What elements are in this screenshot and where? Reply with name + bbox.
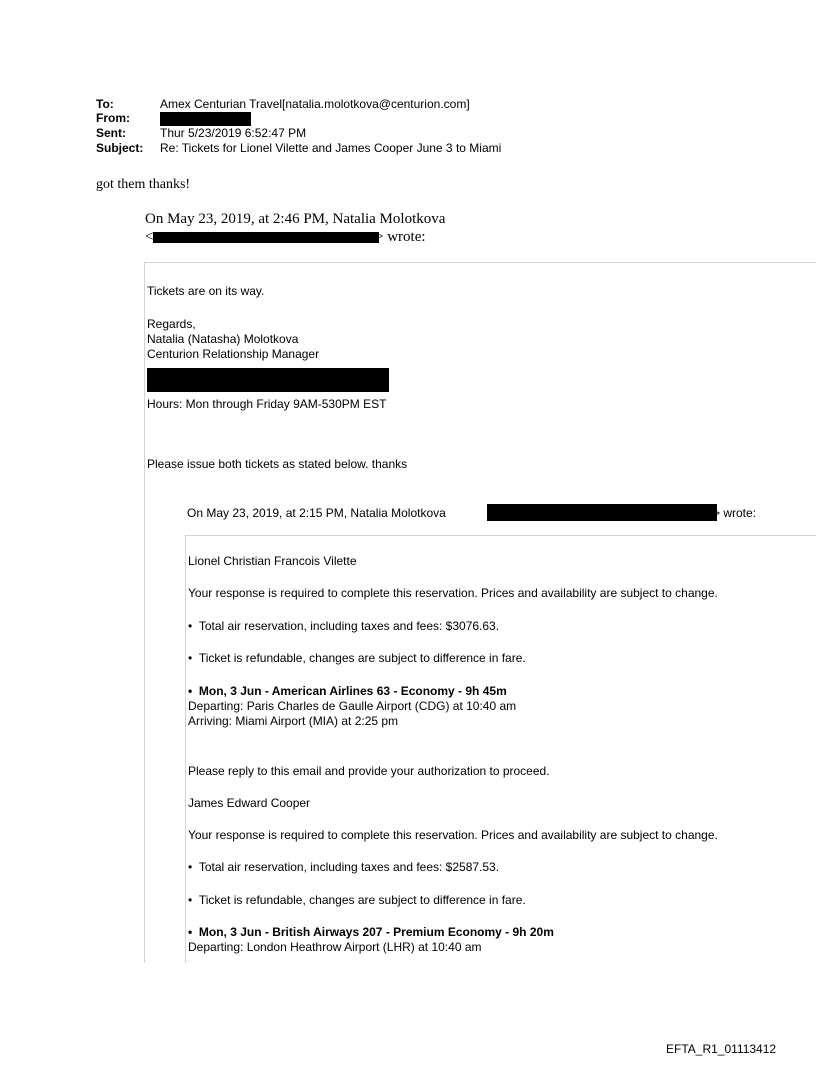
to-value: Amex Centurian Travel[natalia.molotkova@centurion.com] <box>160 97 470 111</box>
signature-name: Natalia (Natasha) Molotkova <box>147 332 299 346</box>
quote1-intro: On May 23, 2019, at 2:46 PM, Natalia Molotkova <box>145 211 446 227</box>
passenger2-refund-item <box>188 893 526 907</box>
passenger1-total-item <box>188 619 499 633</box>
sent-label: Sent: <box>96 126 126 140</box>
bullet: • <box>188 860 193 874</box>
bullet: • <box>188 893 193 907</box>
from-redaction <box>160 112 251 126</box>
signature-email-redaction <box>147 368 389 392</box>
email-redaction-1 <box>153 232 379 243</box>
sent-value: Thur 5/23/2019 6:52:47 PM <box>160 126 307 140</box>
passenger1-flight-item <box>188 684 507 698</box>
passenger2-name: James Edward Cooper <box>188 796 311 810</box>
passenger1-departing: Departing: Paris Charles de Gaulle Airport (CDG) at 10:40 am <box>188 699 517 713</box>
passenger1-total: Total air reservation, including taxes and fees: $3076.63. <box>198 619 500 633</box>
authorization-request: Please reply to this email and provide your authorization to proceed. <box>188 764 550 778</box>
quote2-intro: On May 23, 2019, at 2:15 PM, Natalia Molotkova <box>187 506 446 520</box>
bullet: • <box>188 619 193 633</box>
document-id: EFTA_R1_01113412 <box>666 1042 777 1056</box>
passenger2-total: Total air reservation, including taxes and fees: $2587.53. <box>198 860 500 874</box>
quote1-body: Tickets are on its way. <box>147 284 265 298</box>
to-label: To: <box>96 97 114 111</box>
subject-label: Subject: <box>96 141 144 155</box>
passenger1-refund: Ticket is refundable, changes are subject to difference in fare. <box>198 651 526 665</box>
subject-value: Re: Tickets for Lionel Vilette and James Cooper June 3 to Miami <box>160 141 502 155</box>
bullet: • <box>188 684 193 698</box>
reply-text: got them thanks! <box>96 177 191 192</box>
quote1-intro-end: > wrote: <box>375 229 426 245</box>
passenger2-departing: Departing: London Heathrow Airport (LHR) at 10:40 am <box>188 940 482 954</box>
passenger2-notice: Your response is required to complete this reservation. Prices and availability are subject to change. <box>188 828 718 842</box>
passenger2-total-item <box>188 860 499 874</box>
instruction-text: Please issue both tickets as stated below. thanks <box>147 457 408 471</box>
passenger2-flight-item <box>188 925 554 939</box>
passenger2-flight: Mon, 3 Jun - British Airways 207 - Premium Economy - 9h 20m <box>198 925 554 939</box>
passenger1-notice: Your response is required to complete this reservation. Prices and availability are subject to change. <box>188 586 718 600</box>
quote1-intro-start: < <box>145 229 154 245</box>
passenger1-arriving: Arriving: Miami Airport (MIA) at 2:25 pm <box>188 714 399 728</box>
from-label: From: <box>96 111 130 125</box>
email-redaction-2 <box>487 504 717 521</box>
signature-regards: Regards, <box>147 317 196 331</box>
quote2-intro-end: > wrote: <box>713 506 757 520</box>
signature-hours: Hours: Mon through Friday 9AM-530PM EST <box>147 397 387 411</box>
passenger2-refund: Ticket is refundable, changes are subject to difference in fare. <box>198 893 526 907</box>
passenger1-name: Lionel Christian Francois Vilette <box>188 554 357 568</box>
passenger1-flight: Mon, 3 Jun - American Airlines 63 - Economy - 9h 45m <box>198 684 507 698</box>
bullet: • <box>188 651 193 665</box>
bullet: • <box>188 925 193 939</box>
signature-title: Centurion Relationship Manager <box>147 347 320 361</box>
passenger1-refund-item <box>188 651 526 665</box>
